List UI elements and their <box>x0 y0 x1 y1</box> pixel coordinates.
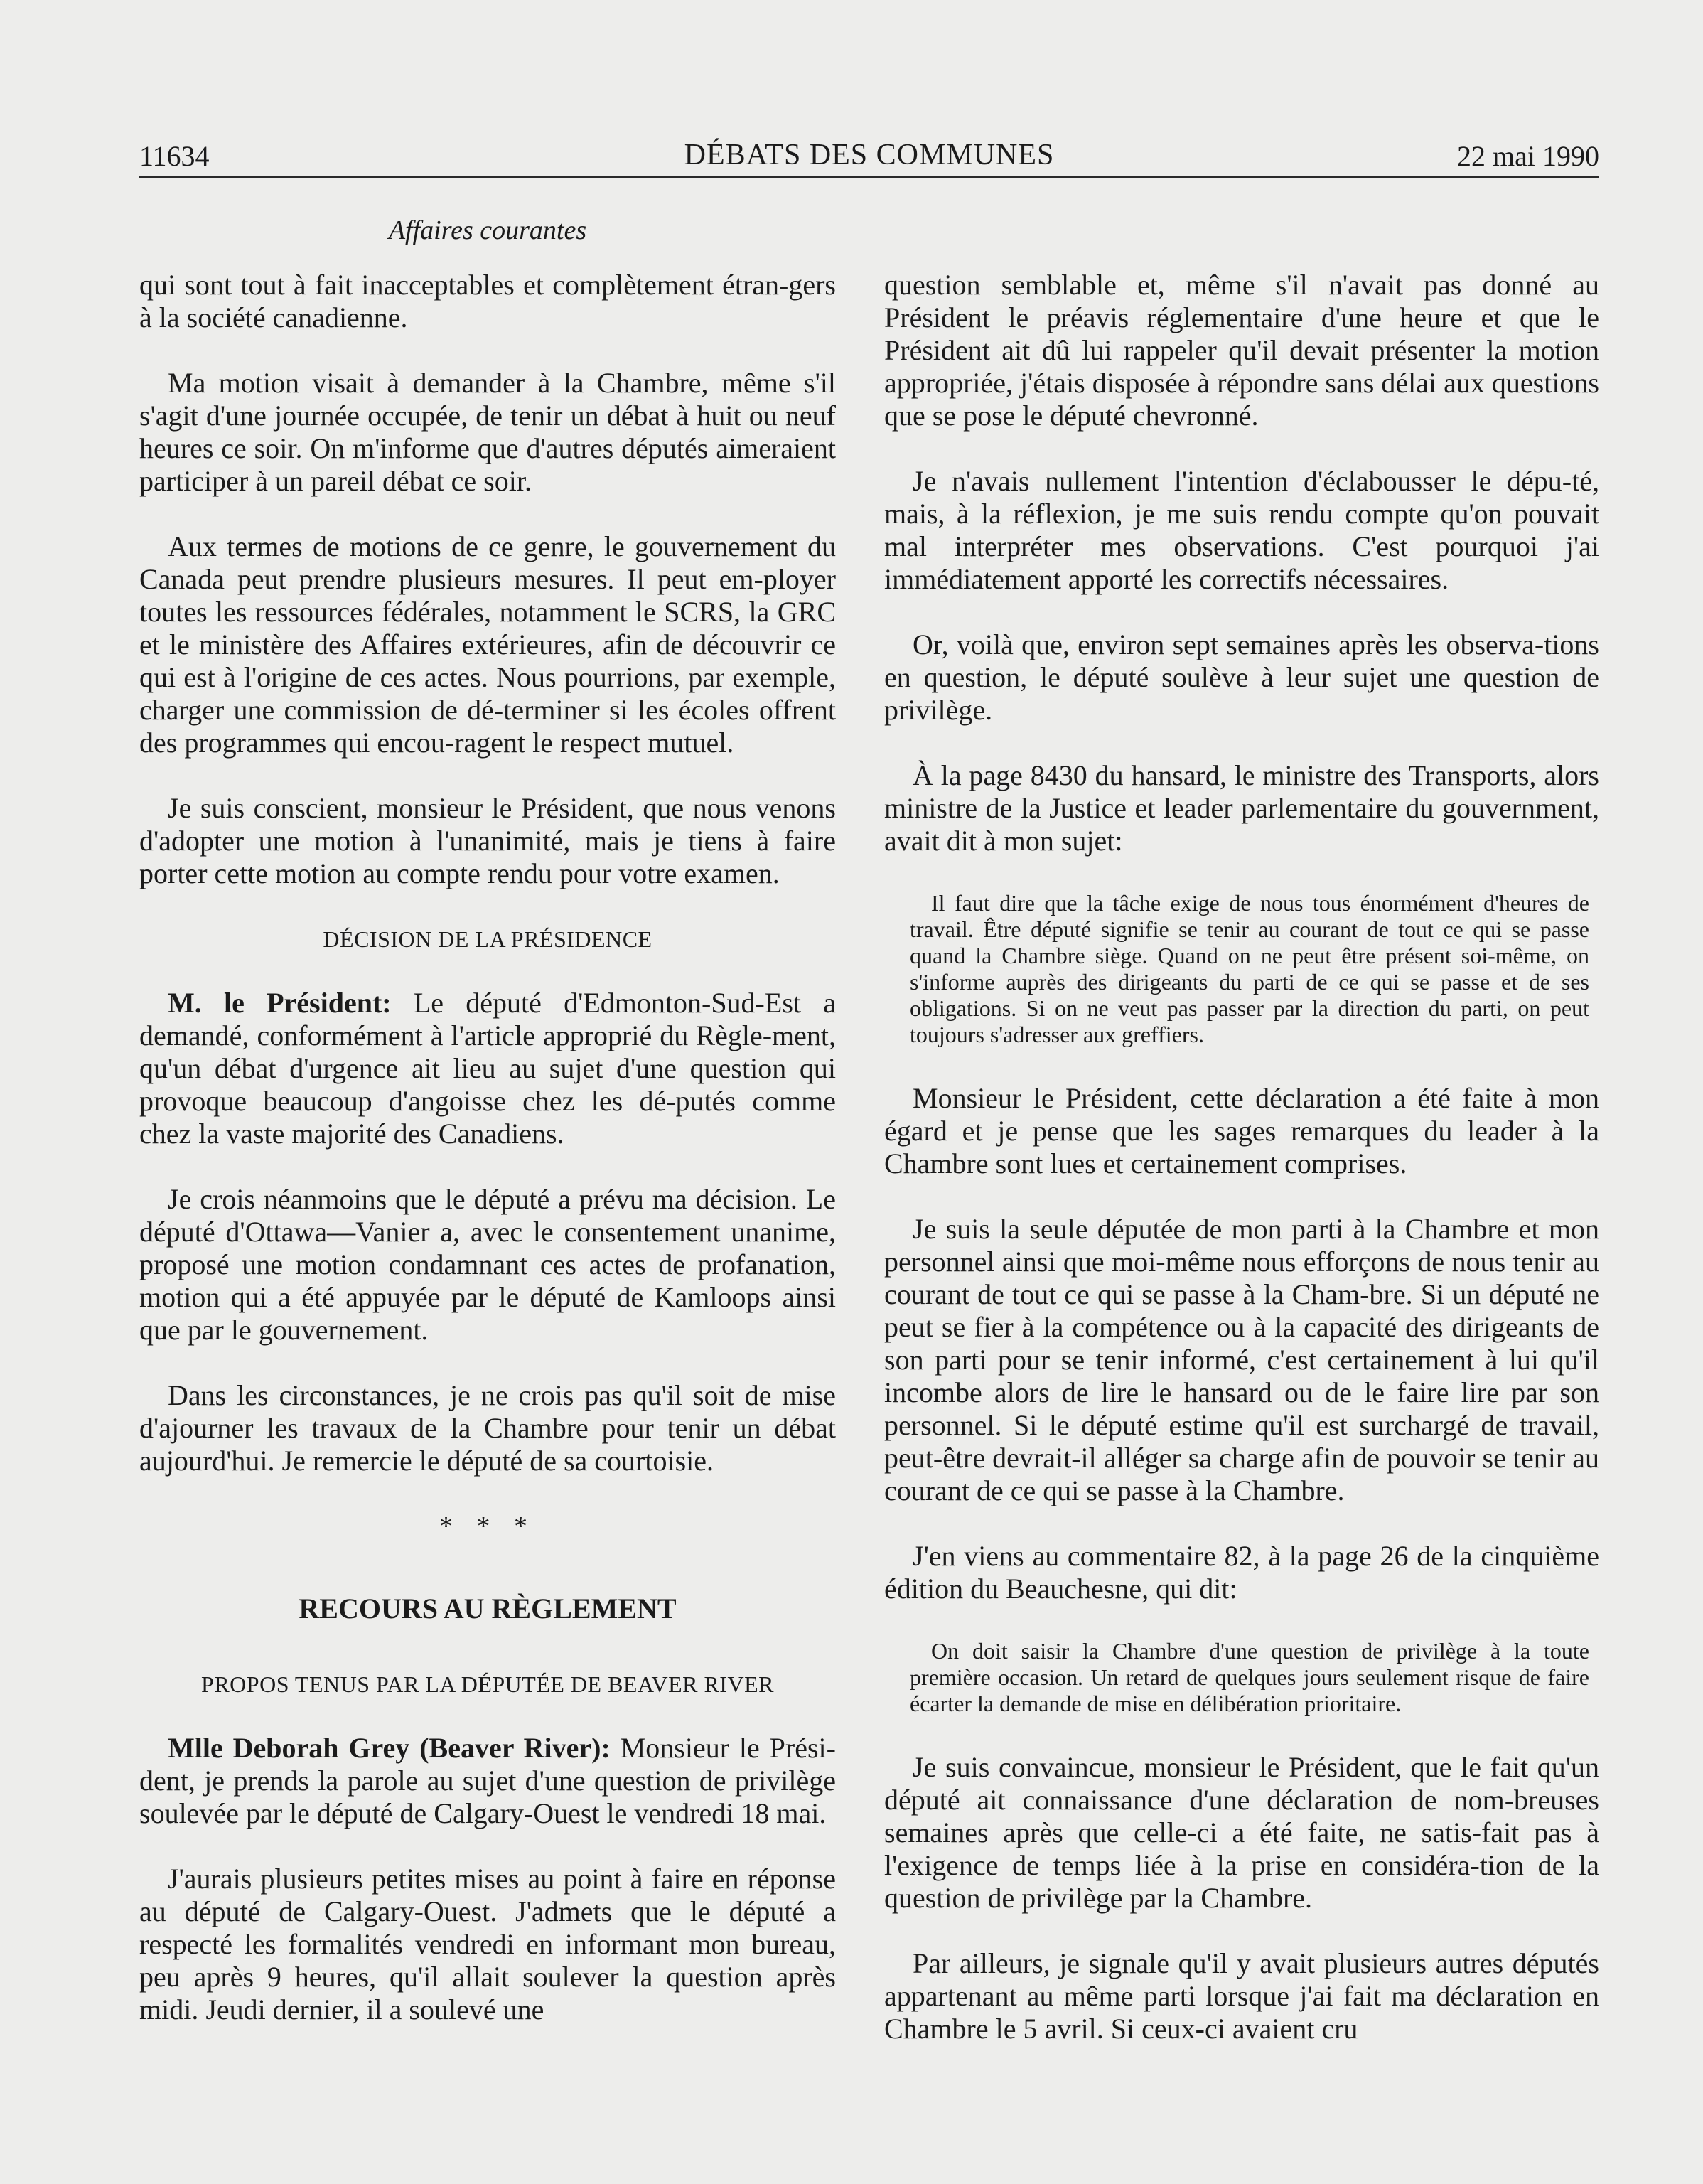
paragraph: Je suis conscient, monsieur le Président, que nous venons d'adopter une motion à l'unanimité, mais je tiens à faire porter cette motion au compte rendu pour votre examen. <box>139 792 836 889</box>
section-heading: RECOURS AU RÈGLEMENT <box>299 1592 677 1624</box>
section-separator: * * * <box>439 1511 536 1541</box>
block-quote: Il faut dire que la tâche exige de nous tous énormément d'heures de travail. Être député signifie se tenir au courant de tout ce qui se passe quand la Chambre siège. Quand on ne peut être présent soi-même, on s'informe auprès des dirigeants du parti de ce qui se passe et de ses obligations. Si on ne veut pas passer par la direction du parti, on peut toujours s'adresser aux greffiers. <box>910 890 1589 1047</box>
paragraph: qui sont tout à fait inacceptables et complètement étran-gers à la société canadienne. <box>139 269 836 333</box>
block-quote: On doit saisir la Chambre d'une question de privilège à la toute première occasion. Un retard de quelques jours seulement risque de faire écarter la demande de mise en délibération prioritaire. <box>910 1638 1589 1716</box>
subheading-decision: DÉCISION DE LA PRÉSIDENCE <box>323 926 652 952</box>
speaker-name: Mlle Deborah Grey (Beaver River): <box>168 1732 611 1764</box>
paragraph: Dans les circonstances, je ne crois pas qu'il soit de mise d'ajourner les travaux de la Chambre pour tenir un débat aujourd'hui. Je remercie le député de sa courtoisie. <box>139 1379 836 1477</box>
paragraph: Je suis la seule députée de mon parti à la Chambre et mon personnel ainsi que moi-même nous efforçons de nous tenir au courant de tout ce qui se passe à la Cham-bre. Si un député ne peut se fier à la compétence ou à la capacité des dirigeants de son parti pour se tenir informé, c'est certainement à lui qu'il incombe alors de lire le hansard ou de le faire lire par son personnel. Si le député estime qu'il est surchargé de travail, peut-être devrait-il alléger sa charge afin de pouvoir se tenir au courant de ce qui se passe à la Chambre. <box>884 1213 1599 1506</box>
speech-text: Le député d'Edmonton-Sud-Est a demandé, conformément à l'article approprié du Règle-ment, qu'un débat d'urgence ait lieu au sujet d'une question qui provoque beaucoup d'angoisse chez les dé-putés comme chez la vaste majorité des Canadiens. <box>139 987 836 1150</box>
left-column <box>139 269 836 2059</box>
publication-title: DÉBATS DES COMMUNES <box>684 139 1055 171</box>
paragraph: Par ailleurs, je signale qu'il y avait plusieurs autres députés appartenant au même parti lorsque j'ai fait ma déclaration en Chambre le 5 avril. Si ceux-ci avaient cru <box>884 1947 1599 2045</box>
publication-date: 22 mai 1990 <box>1457 140 1599 172</box>
paragraph: J'en viens au commentaire 82, à la page 26 de la cinquième édition du Beauchesne, qui dit: <box>884 1540 1599 1605</box>
subheading-topic: PROPOS TENUS PAR LA DÉPUTÉE DE BEAVER RIVER <box>201 1671 774 1697</box>
paragraph: À la page 8430 du hansard, le ministre des Transports, alors ministre de la Justice et leader parlementaire du gouvernment, avait dit à mon sujet: <box>884 759 1599 857</box>
paragraph: Aux termes de motions de ce genre, le gouvernement du Canada peut prendre plusieurs mesures. Il peut em-ployer toutes les ressources fédérales, notamment le SCRS, la GRC et le ministère des Affaires extérieures, afin de découvrir ce qui est à l'origine de ces actes. Nous pourrions, par exemple, charger une commission de dé-terminer si les écoles offrent des programmes qui encou-ragent le respect mutuel. <box>139 530 836 759</box>
paragraph: Or, voilà que, environ sept semaines après les observa-tions en question, le député soulève à leur sujet une question de privilège. <box>884 628 1599 726</box>
paragraph: question semblable et, même s'il n'avait pas donné au Président le préavis réglementaire d'une heure et que le Président ait dû lui rappeler qu'il devait présenter la motion appropriée, j'étais disposée à répondre sans délai aux questions que se pose le député chevronné. <box>884 269 1599 432</box>
speech-text: Monsieur le Prési-dent, je prends la parole au sujet d'une question de privilège soulevée par le député de Calgary-Ouest le vendredi 18 mai. <box>139 1732 836 1829</box>
header-rule <box>139 176 1599 178</box>
paragraph: Monsieur le Président, cette déclaration a été faite à mon égard et je pense que les sages remarques du leader à la Chambre sont lues et certainement comprises. <box>884 1082 1599 1179</box>
paragraph <box>139 1732 836 1830</box>
page-header <box>139 134 1599 176</box>
speaker-name: M. le Président: <box>168 987 392 1019</box>
paragraph: Ma motion visait à demander à la Chambre, même s'il s'agit d'une journée occupée, de tenir un débat à huit ou neuf heures ce soir. On m'informe que d'autres députés aimeraient participer à un pareil débat ce soir. <box>139 367 836 497</box>
paragraph: Je n'avais nullement l'intention d'éclabousser le dépu-té, mais, à la réflexion, je me suis rendu compte qu'on pouvait mal interpréter mes observations. C'est pourquoi j'ai immédiatement apporté les correctifs nécessaires. <box>884 465 1599 595</box>
paragraph: Je suis convaincue, monsieur le Président, que le fait qu'un député ait connaissance d'une déclaration de nom-breuses semaines après que celle-ci a été faite, ne satis-fait pas à l'exigence de temps liée à la prise en considéra-tion de la question de privilège par la Chambre. <box>884 1751 1599 1914</box>
section-title: Affaires courantes <box>388 215 587 245</box>
paragraph: Je crois néanmoins que le député a prévu ma décision. Le député d'Ottawa—Vanier a, avec le consentement unanime, proposé une motion condamnant ces actes de profanation, motion qui a été appuyée par le député de Kamloops ainsi que par le gouvernement. <box>139 1183 836 1346</box>
right-column <box>884 269 1599 2078</box>
page-number: 11634 <box>139 140 210 172</box>
paragraph: J'aurais plusieurs petites mises au point à faire en réponse au député de Calgary-Ouest. J'admets que le député a respecté les formalités vendredi en informant mon bureau, peu après 9 heures, qu'il allait soulever la question après midi. Jeudi dernier, il a soulevé une <box>139 1863 836 2025</box>
paragraph <box>139 987 836 1150</box>
